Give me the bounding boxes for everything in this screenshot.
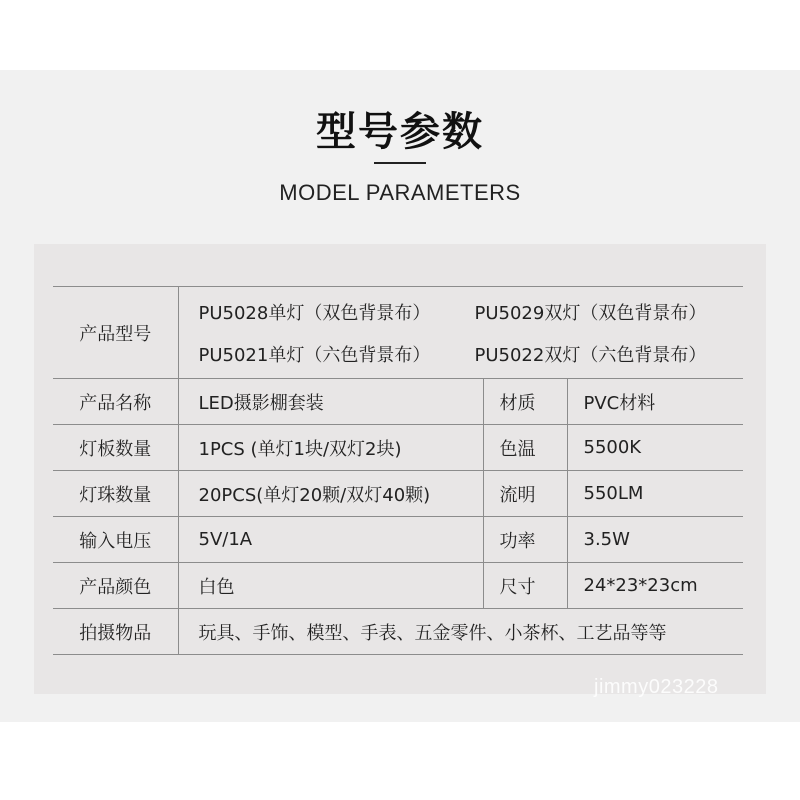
params-table [53, 286, 743, 655]
row-label: 输入电压 [53, 517, 178, 563]
table-row [53, 517, 743, 563]
row-label: 灯珠数量 [53, 471, 178, 517]
row-sublabel: 色温 [483, 425, 567, 471]
row-subvalue: 5500K [567, 425, 743, 471]
row-value: 20PCS(单灯20颗/双灯40颗) [178, 471, 483, 517]
row-value: LED摄影棚套装 [178, 379, 483, 425]
row-value: 1PCS (单灯1块/双灯2块) [178, 425, 483, 471]
row-label: 拍摄物品 [53, 609, 178, 655]
table-row-objects [53, 609, 743, 655]
table-row [53, 379, 743, 425]
model-item: PU5022双灯（六色背景布） [474, 344, 707, 366]
watermark: jimmy023228 [594, 676, 719, 698]
row-subvalue: 24*23*23cm [567, 563, 743, 609]
row-subvalue: 3.5W [567, 517, 743, 563]
title-underline [374, 162, 426, 164]
row-label: 产品名称 [53, 379, 178, 425]
table-row-model [53, 287, 743, 379]
row-subvalue: PVC材料 [567, 379, 743, 425]
model-item: PU5029双灯（双色背景布） [474, 302, 707, 324]
row-label: 灯板数量 [53, 425, 178, 471]
model-item: PU5028单灯（双色背景布） [198, 302, 431, 324]
row-sublabel: 材质 [483, 379, 567, 425]
row-value: 玩具、手饰、模型、手表、五金零件、小茶杯、工艺品等等 [178, 609, 743, 655]
row-value: 5V/1A [178, 517, 483, 563]
row-value: 白色 [178, 563, 483, 609]
table-row [53, 563, 743, 609]
row-sublabel: 功率 [483, 517, 567, 563]
row-sublabel: 尺寸 [483, 563, 567, 609]
row-label: 产品型号 [53, 287, 178, 379]
row-label: 产品颜色 [53, 563, 178, 609]
table-row [53, 425, 743, 471]
model-item: PU5021单灯（六色背景布） [198, 344, 431, 366]
page-subtitle: MODEL PARAMETERS [279, 180, 521, 205]
row-subvalue: 550LM [567, 471, 743, 517]
table-row [53, 471, 743, 517]
model-values [178, 287, 743, 379]
row-sublabel: 流明 [483, 471, 567, 517]
page-title: 型号参数 [316, 109, 484, 155]
